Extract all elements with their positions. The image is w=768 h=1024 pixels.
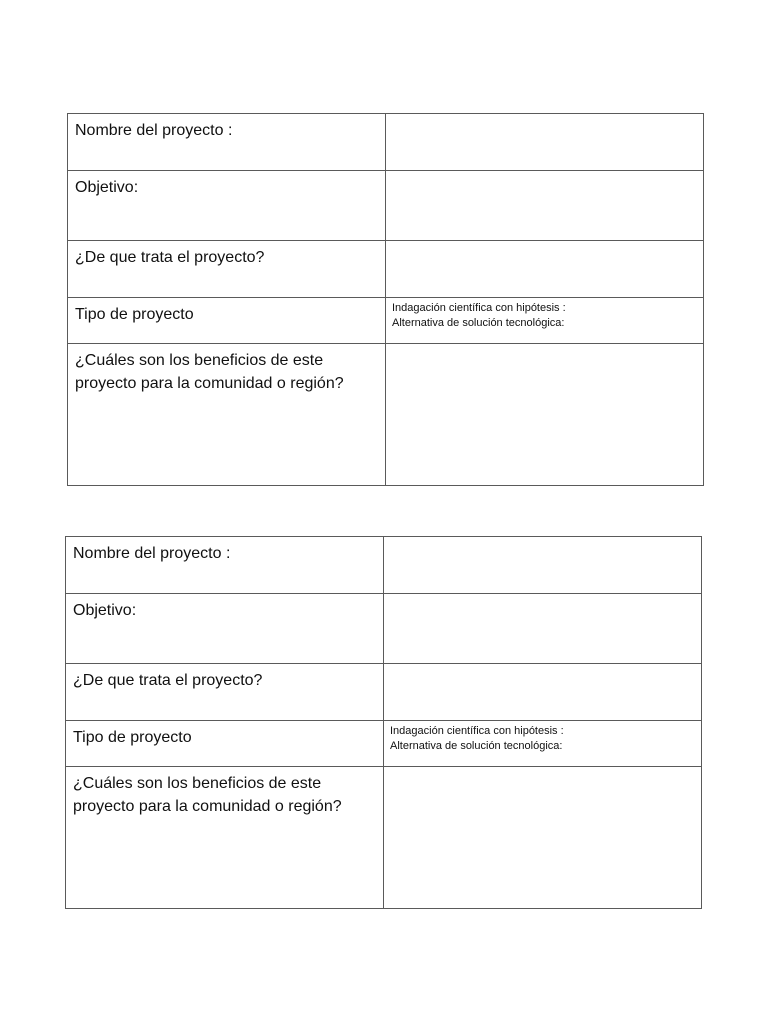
label-cell	[68, 114, 386, 171]
option-technological-solution: Alternativa de solución tecnológica:	[392, 317, 565, 329]
objective-field[interactable]	[386, 171, 704, 241]
label-cell	[68, 241, 386, 298]
description-value	[386, 241, 703, 246]
row-description	[68, 241, 704, 298]
label-cell	[68, 344, 386, 486]
benefits-value	[386, 344, 703, 349]
project-name-value	[386, 114, 703, 119]
row-project-type	[66, 721, 702, 767]
row-benefits	[66, 767, 702, 909]
objective-field[interactable]	[384, 594, 702, 664]
project-name-field[interactable]	[384, 537, 702, 594]
description-value	[384, 664, 701, 669]
objective-label: Objetivo:	[75, 179, 139, 196]
option-technological-solution: Alternativa de solución tecnológica:	[390, 740, 563, 752]
description-label: ¿De que trata el proyecto?	[75, 249, 265, 266]
row-objective	[66, 594, 702, 664]
label-cell	[66, 721, 384, 767]
benefits-label: ¿Cuáles son los beneficios de este proyecto para la comunidad o región?	[73, 775, 342, 815]
project-name-value	[384, 537, 701, 542]
project-name-label: Nombre del proyecto :	[75, 122, 233, 139]
project-form-1	[67, 113, 704, 486]
project-name-label: Nombre del proyecto :	[73, 545, 231, 562]
project-type-field[interactable]	[386, 298, 704, 344]
objective-label: Objetivo:	[73, 602, 137, 619]
project-type-label: Tipo de proyecto	[73, 729, 192, 746]
row-benefits	[68, 344, 704, 486]
benefits-value	[384, 767, 701, 772]
description-field[interactable]	[384, 664, 702, 721]
row-project-name	[68, 114, 704, 171]
option-scientific-inquiry: Indagación científica con hipótesis :	[390, 725, 564, 737]
row-objective	[68, 171, 704, 241]
label-cell	[66, 767, 384, 909]
project-type-label: Tipo de proyecto	[75, 306, 194, 323]
row-description	[66, 664, 702, 721]
label-cell	[66, 594, 384, 664]
description-field[interactable]	[386, 241, 704, 298]
project-type-field[interactable]	[384, 721, 702, 767]
project-form-2	[65, 536, 702, 909]
label-cell	[68, 298, 386, 344]
project-type-options	[384, 721, 701, 754]
benefits-field[interactable]	[386, 344, 704, 486]
objective-value	[386, 171, 703, 176]
project-type-options	[386, 298, 703, 331]
row-project-name	[66, 537, 702, 594]
benefits-field[interactable]	[384, 767, 702, 909]
label-cell	[66, 537, 384, 594]
label-cell	[68, 171, 386, 241]
description-label: ¿De que trata el proyecto?	[73, 672, 263, 689]
project-name-field[interactable]	[386, 114, 704, 171]
row-project-type	[68, 298, 704, 344]
option-scientific-inquiry: Indagación científica con hipótesis :	[392, 302, 566, 314]
benefits-label: ¿Cuáles son los beneficios de este proyecto para la comunidad o región?	[75, 352, 344, 392]
objective-value	[384, 594, 701, 599]
label-cell	[66, 664, 384, 721]
